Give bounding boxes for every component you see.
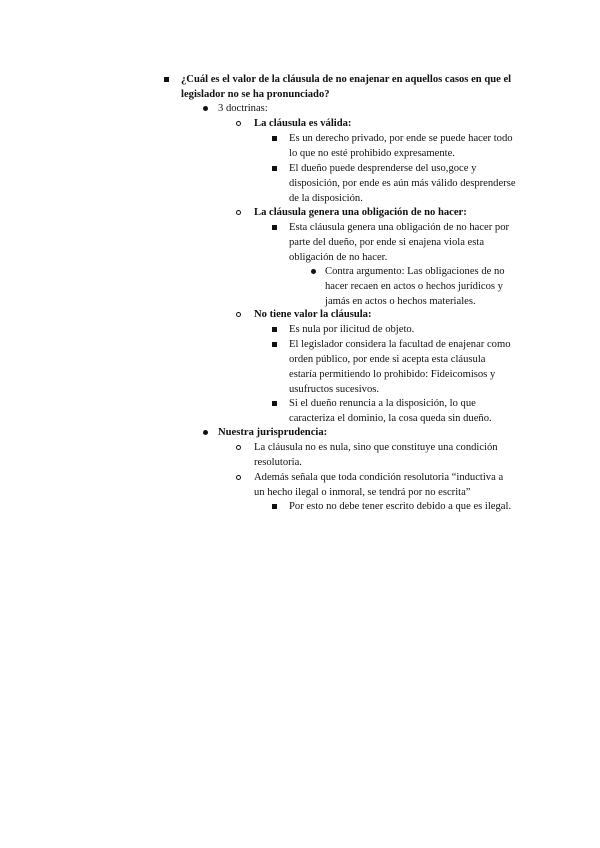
jurisprudencia-point-2: [254, 470, 503, 500]
doctrina-1-point-2: [289, 161, 516, 206]
circle-bullet: [236, 116, 241, 131]
text-line: resolutoria.: [254, 457, 302, 468]
dot-bullet: [203, 101, 208, 116]
square-bullet: [272, 322, 277, 337]
question-heading: [181, 72, 511, 102]
square-bullet: [272, 337, 277, 352]
dot-bullet: [203, 425, 208, 440]
doctrina-1-heading: [254, 116, 351, 131]
question-line-1: ¿Cuál es el valor de la cláusula de no enajenar en aquellos casos en que el: [181, 74, 512, 85]
square-bullet: [272, 499, 277, 514]
square-bullet: [272, 220, 277, 235]
doctrina-1-point-1: [289, 131, 513, 161]
text-line: orden público, por ende si acepta esta cláusula: [289, 354, 486, 365]
square-bullet: [272, 396, 277, 411]
text-line: disposición, por ende es aún más válido desprenderse: [289, 178, 516, 189]
doctrina-3-heading: [254, 307, 372, 322]
square-bullet: [272, 131, 277, 146]
text-line: de la disposición.: [289, 193, 363, 204]
square-bullet: [272, 161, 277, 176]
text-line: caracteriza el dominio, la cosa queda sin dueño.: [289, 413, 492, 424]
question-line-2: legislador no se ha pronunciado?: [181, 89, 330, 100]
jurisprudencia-heading: [218, 425, 327, 440]
doctrina-2-heading-text: La cláusula genera una obligación de no hacer:: [254, 207, 467, 218]
dot-bullet: [311, 264, 316, 279]
square-bullet: [164, 72, 169, 87]
text-line: usufructos sucesivos.: [289, 384, 380, 395]
circle-bullet: [236, 205, 241, 220]
text-line: jamás en actos o hechos materiales.: [325, 296, 476, 307]
text-line: Si el dueño renuncia a la disposición, lo que: [289, 398, 476, 409]
text-line: hacer recaen en actos o hechos jurídicos y: [325, 281, 503, 292]
doctrina-2-point-1: [289, 220, 509, 265]
text-line: estaría permitiendo lo prohibido: Fideicomisos y: [289, 369, 496, 380]
text-line: El legislador considera la facultad de enajenar como: [289, 339, 511, 350]
doctrinas-label: 3 doctrinas:: [218, 103, 268, 114]
doctrina-3-point-2: [289, 337, 511, 397]
jurisprudencia-subpoint-1: Por esto no debe tener escrito debido a que es ilegal.: [289, 501, 512, 512]
doctrina-3-point-3: [289, 396, 492, 426]
circle-bullet: [236, 440, 241, 455]
jurisprudencia-point-1: [254, 440, 498, 470]
text-line: lo que no esté prohibido expresamente.: [289, 148, 455, 159]
text-line: parte del dueño, por ende si enajena viola esta: [289, 237, 485, 248]
doctrina-3-heading-text: No tiene valor la cláusula:: [254, 309, 372, 320]
doctrina-1-heading-text: La cláusula es válida:: [254, 118, 352, 129]
doctrina-3-point-1: Es nula por ilicitud de objeto.: [289, 324, 415, 335]
text-line: Además señala que toda condición resolutoria “inductiva a: [254, 472, 504, 483]
text-line: un hecho ilegal o inmoral, se tendrá por no escrita”: [254, 487, 471, 498]
text-line: Esta cláusula genera una obligación de no hacer por: [289, 222, 510, 233]
text-line: Es un derecho privado, por ende se puede hacer todo: [289, 133, 513, 144]
text-line: obligación de no hacer.: [289, 252, 388, 263]
jurisprudencia-heading-text: Nuestra jurisprudencia:: [218, 427, 328, 438]
doctrina-2-heading: [254, 205, 467, 220]
counter-argument: [325, 264, 505, 309]
circle-bullet: [236, 307, 241, 322]
circle-bullet: [236, 470, 241, 485]
text-line: La cláusula no es nula, sino que constituye una condición: [254, 442, 498, 453]
text-line: El dueño puede desprenderse del uso,goce y: [289, 163, 477, 174]
text-line: Contra argumento: Las obligaciones de no: [325, 266, 505, 277]
